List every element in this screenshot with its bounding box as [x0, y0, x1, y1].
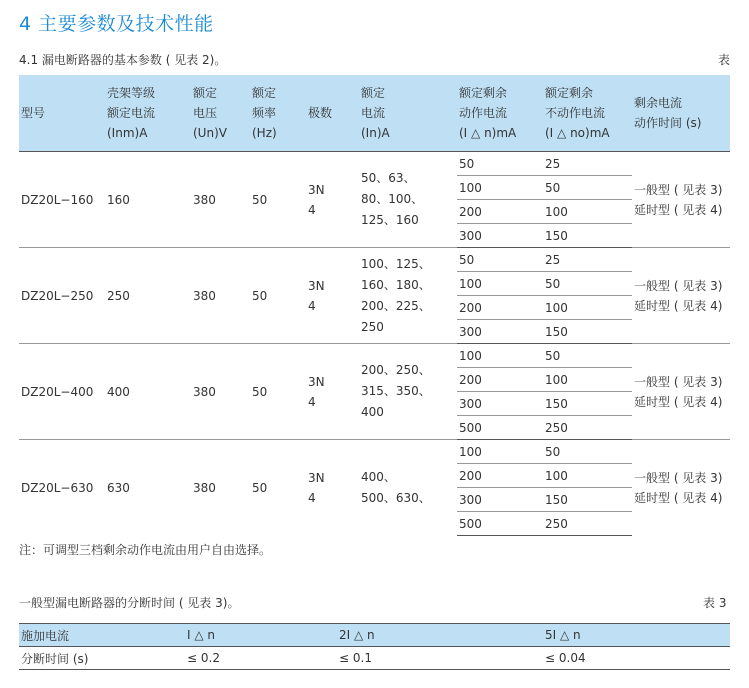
poles-line: 4: [308, 202, 316, 217]
column-header-line: (Hz): [252, 126, 277, 140]
residual-operating-current-cell: 100: [457, 272, 543, 296]
poles-line: 3N: [308, 182, 325, 197]
column-header-line: (I △ no)mA: [545, 126, 610, 140]
row-label: 分断时间 (s): [19, 647, 185, 670]
residual-operating-current-cell: 300: [457, 320, 543, 344]
header-cell: 施加电流: [19, 624, 185, 647]
operating-time-line: 一般型 ( 见表 3): [634, 470, 723, 485]
value-cell: ≤ 0.04: [543, 647, 730, 670]
breaking-time-row: [19, 647, 730, 670]
rated-current-line: 250: [361, 319, 384, 334]
model-cell: DZ20L−630: [19, 440, 105, 536]
column-header-line: 动作电流: [459, 106, 508, 120]
frame-current-cell: 250: [105, 248, 191, 344]
column-header-line: 不动作电流: [545, 106, 606, 120]
parameters-table: [19, 75, 730, 536]
rated-current-cell: [359, 248, 457, 344]
frame-current-cell: 630: [105, 440, 191, 536]
column-header-line: (In)A: [361, 126, 390, 140]
column-header: [632, 75, 730, 152]
rated-current-cell: [359, 344, 457, 440]
column-header: [105, 75, 191, 152]
frame-current-cell: 160: [105, 152, 191, 248]
section-title: 4.1 漏电断路器的基本参数 ( 见表 2)。: [19, 53, 227, 67]
poles-line: 3N: [308, 278, 325, 293]
operating-time-cell: [632, 344, 730, 440]
operating-time-cell: [632, 248, 730, 344]
table-2-label: 表: [718, 53, 731, 67]
residual-non-operating-current-cell: 100: [543, 368, 632, 392]
residual-non-operating-current-cell: 250: [543, 512, 632, 536]
column-header: [457, 75, 543, 152]
poles-cell: [306, 344, 359, 440]
operating-time-cell: [632, 152, 730, 248]
column-header-line: 额定剩余: [545, 86, 594, 100]
rated-current-cell: [359, 440, 457, 536]
poles-line: 3N: [308, 374, 325, 389]
residual-operating-current-cell: 100: [457, 176, 543, 200]
residual-operating-current-cell: 50: [457, 152, 543, 176]
residual-operating-current-cell: 300: [457, 392, 543, 416]
residual-operating-current-cell: 300: [457, 488, 543, 512]
rated-current-line: 100、125、: [361, 256, 431, 271]
residual-non-operating-current-cell: 100: [543, 296, 632, 320]
operating-time-line: 一般型 ( 见表 3): [634, 374, 723, 389]
column-header: [359, 75, 457, 152]
residual-non-operating-current-cell: 50: [543, 176, 632, 200]
rated-current-line: 200、250、: [361, 363, 431, 377]
column-header: [250, 75, 306, 152]
operating-time-cell: [632, 440, 730, 536]
column-header-line: 额定: [193, 86, 218, 100]
column-header-line: 动作时间 (s): [634, 116, 702, 130]
column-header-line: 壳架等级: [107, 86, 156, 100]
residual-non-operating-current-cell: 100: [543, 200, 632, 224]
column-header-line: (Inm)A: [107, 126, 148, 140]
operating-time-line: 延时型 ( 见表 4): [634, 298, 723, 313]
residual-non-operating-current-cell: 150: [543, 392, 632, 416]
table-header-row: [19, 75, 730, 152]
table-row: [19, 152, 730, 176]
column-header-line: 额定电流: [107, 106, 156, 120]
column-header-line: 极数: [308, 106, 333, 120]
operating-time-line: 一般型 ( 见表 3): [634, 278, 723, 293]
residual-non-operating-current-cell: 100: [543, 464, 632, 488]
residual-operating-current-cell: 200: [457, 296, 543, 320]
rated-current-line: 315、350、: [361, 384, 431, 398]
rated-current-cell: [359, 152, 457, 248]
operating-time-line: 延时型 ( 见表 4): [634, 394, 723, 409]
column-header-line: (Un)V: [193, 126, 227, 140]
table-row: [19, 344, 730, 368]
column-header-line: (I △ n)mA: [459, 126, 517, 140]
residual-non-operating-current-cell: 150: [543, 320, 632, 344]
column-header-line: 电流: [361, 106, 386, 120]
table-row: [19, 440, 730, 464]
header-cell: I △ n: [185, 624, 337, 647]
residual-non-operating-current-cell: 50: [543, 440, 632, 464]
model-cell: DZ20L−400: [19, 344, 105, 440]
operating-time-line: 延时型 ( 见表 4): [634, 202, 723, 217]
residual-non-operating-current-cell: 150: [543, 224, 632, 248]
column-header: [191, 75, 250, 152]
column-header-line: 额定: [361, 86, 386, 100]
residual-non-operating-current-cell: 150: [543, 488, 632, 512]
poles-cell: [306, 152, 359, 248]
residual-operating-current-cell: 300: [457, 224, 543, 248]
column-header-line: 剩余电流: [634, 96, 683, 110]
residual-non-operating-current-cell: 25: [543, 152, 632, 176]
rated-current-line: 400、: [361, 469, 396, 484]
residual-operating-current-cell: 50: [457, 248, 543, 272]
voltage-cell: 380: [191, 152, 250, 248]
column-header: [19, 75, 105, 152]
page-heading: 4 主要参数及技术性能: [19, 13, 214, 35]
poles-line: 4: [308, 394, 316, 409]
frequency-cell: 50: [250, 344, 306, 440]
value-cell: ≤ 0.2: [185, 647, 337, 670]
residual-non-operating-current-cell: 50: [543, 344, 632, 368]
column-header-line: 额定剩余: [459, 86, 508, 100]
column-header: [306, 75, 359, 152]
rated-current-line: 500、630、: [361, 490, 431, 505]
column-header-line: 额定: [252, 86, 277, 100]
operating-time-line: 延时型 ( 见表 4): [634, 490, 723, 505]
poles-line: 4: [308, 298, 316, 313]
poles-line: 4: [308, 490, 316, 505]
rated-current-line: 50、63、: [361, 171, 416, 185]
frame-current-cell: 400: [105, 344, 191, 440]
column-header-line: 电压: [193, 106, 218, 120]
rated-current-line: 400: [361, 405, 384, 419]
model-cell: DZ20L−250: [19, 248, 105, 344]
breaking-time-table: [19, 623, 730, 670]
rated-current-line: 200、225、: [361, 298, 431, 313]
table-3-title: 一般型漏电断路器的分断时间 ( 见表 3)。: [19, 596, 240, 610]
header-cell: 5I △ n: [543, 624, 730, 647]
residual-operating-current-cell: 200: [457, 368, 543, 392]
table-row: [19, 248, 730, 272]
operating-time-line: 一般型 ( 见表 3): [634, 182, 723, 197]
residual-non-operating-current-cell: 250: [543, 416, 632, 440]
rated-current-line: 160、180、: [361, 277, 431, 292]
residual-operating-current-cell: 100: [457, 440, 543, 464]
residual-operating-current-cell: 200: [457, 464, 543, 488]
residual-operating-current-cell: 500: [457, 512, 543, 536]
breaking-time-header-row: [19, 624, 730, 647]
residual-non-operating-current-cell: 25: [543, 248, 632, 272]
table-3-label: 表 3: [703, 596, 727, 610]
voltage-cell: 380: [191, 440, 250, 536]
model-cell: DZ20L−160: [19, 152, 105, 248]
voltage-cell: 380: [191, 344, 250, 440]
poles-cell: [306, 248, 359, 344]
rated-current-line: 125、160: [361, 213, 419, 227]
residual-operating-current-cell: 100: [457, 344, 543, 368]
voltage-cell: 380: [191, 248, 250, 344]
residual-non-operating-current-cell: 50: [543, 272, 632, 296]
poles-cell: [306, 440, 359, 536]
column-header-line: 型号: [21, 106, 46, 120]
poles-line: 3N: [308, 470, 325, 485]
residual-operating-current-cell: 500: [457, 416, 543, 440]
frequency-cell: 50: [250, 248, 306, 344]
column-header-line: 频率: [252, 106, 277, 120]
rated-current-line: 80、100、: [361, 192, 424, 206]
residual-operating-current-cell: 200: [457, 200, 543, 224]
frequency-cell: 50: [250, 152, 306, 248]
table-note: 注：可调型三档剩余动作电流由用户自由选择。: [19, 543, 272, 557]
column-header: [543, 75, 632, 152]
header-cell: 2I △ n: [337, 624, 543, 647]
value-cell: ≤ 0.1: [337, 647, 543, 670]
frequency-cell: 50: [250, 440, 306, 536]
